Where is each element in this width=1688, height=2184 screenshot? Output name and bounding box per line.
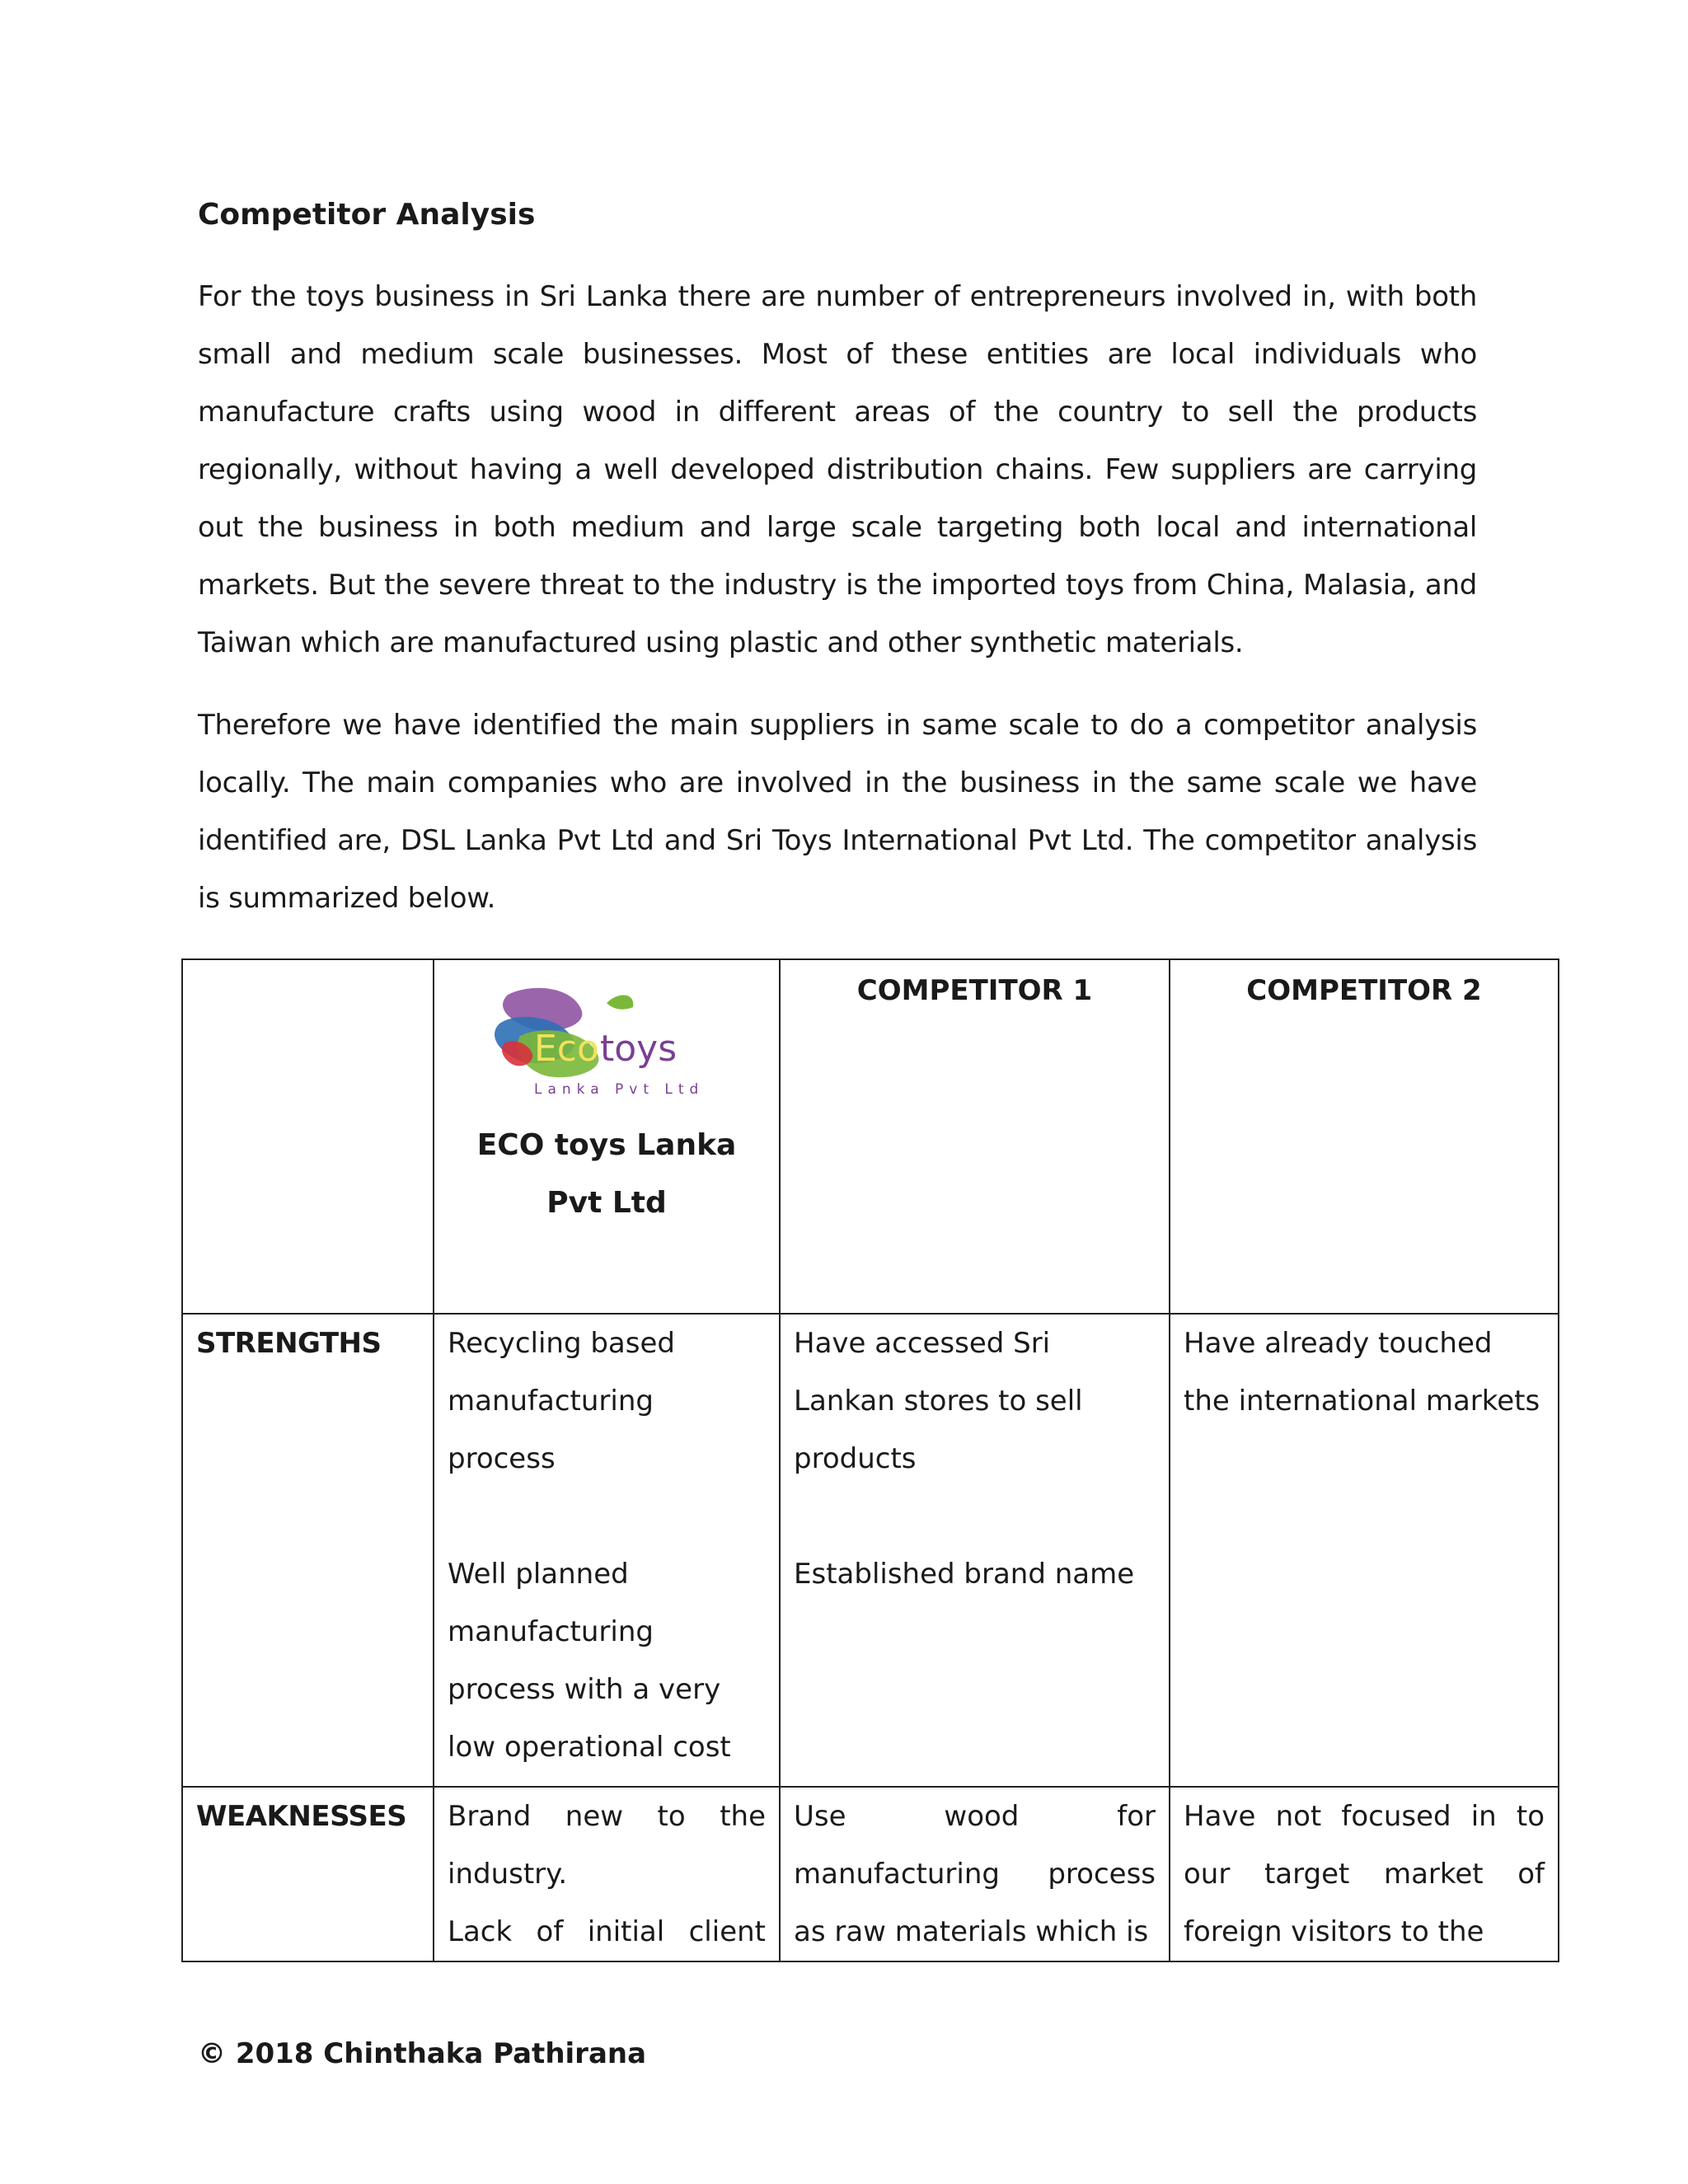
empty-header-cell — [182, 959, 434, 1314]
eco-strengths-cell — [434, 1314, 780, 1787]
competitor-1-strengths-cell — [780, 1314, 1170, 1787]
eco-weakness-item: Brand new to the industry. — [448, 1800, 766, 1891]
competitor-summary-paragraph: Therefore we have identified the main suppliers in same scale to do a competitor analysis locally. The main companies who are involved in the business in the same scale we have identified are, DSL Lanka Pvt Ltd and Sri Toys International Pvt Ltd. The competitor analysis is summarized below. — [198, 709, 1477, 915]
eco-strength-item: Well planned manufacturing process with a very low operational cost — [448, 1558, 731, 1764]
table-header-row — [182, 959, 1559, 1314]
logo-toys-text: toys — [600, 1028, 678, 1070]
competitor-1-strength-item: Established brand name — [794, 1558, 1135, 1591]
competitor-2-header: COMPETITOR 2 — [1170, 959, 1559, 1314]
copyright-footer: © 2018 Chinthaka Pathirana — [198, 2037, 647, 2070]
eco-strength-item: Recycling based manufacturing process — [448, 1327, 675, 1475]
intro-paragraph: For the toys business in Sri Lanka there are number of entrepreneurs involved in, with both small and medium scale businesses. Most of these entities are local individuals who manufacture crafts using wood in different areas of the country to sell the products regionally, without having a well developed distribution chains. Few suppliers are carrying out the business in both medium and large scale targeting both local and international markets. But the severe threat to the industry is the imported toys from China, Malasia, and Taiwan which are manufactured using plastic and other synthetic materials. — [198, 280, 1477, 659]
eco-toys-logo — [483, 978, 730, 1102]
competitor-1-weaknesses-cell: Use wood for manufacturing process as raw materials which is — [780, 1787, 1170, 1961]
competitor-1-strength-item: Have accessed Sri Lankan stores to sell products — [794, 1327, 1083, 1475]
strengths-row — [182, 1314, 1559, 1787]
logo-subtext: Lanka Pvt Ltd — [534, 1081, 705, 1098]
logo-eco-text: Eco — [534, 1028, 599, 1070]
competitor-2-strength-item: Have already touched the international markets — [1184, 1327, 1540, 1418]
company-name: ECO toys Lanka Pvt Ltd — [476, 1128, 737, 1220]
page-title: Competitor Analysis — [198, 198, 536, 232]
weaknesses-row — [182, 1787, 1559, 1961]
eco-weaknesses-cell — [434, 1787, 780, 1961]
weaknesses-label: WEAKNESSES — [182, 1787, 434, 1961]
competitor-2-weaknesses-cell: Have not focused in to our target market of foreign visitors to the — [1170, 1787, 1559, 1961]
competitor-1-header: COMPETITOR 1 — [780, 959, 1170, 1314]
competitor-table — [181, 958, 1559, 1962]
eco-toys-header-cell — [434, 959, 780, 1314]
strengths-label: STRENGTHS — [182, 1314, 434, 1787]
eco-toys-logo-graphic — [483, 978, 730, 1102]
competitor-2-strengths-cell — [1170, 1314, 1559, 1787]
eco-weakness-item: Lack of initial client — [448, 1915, 766, 1948]
